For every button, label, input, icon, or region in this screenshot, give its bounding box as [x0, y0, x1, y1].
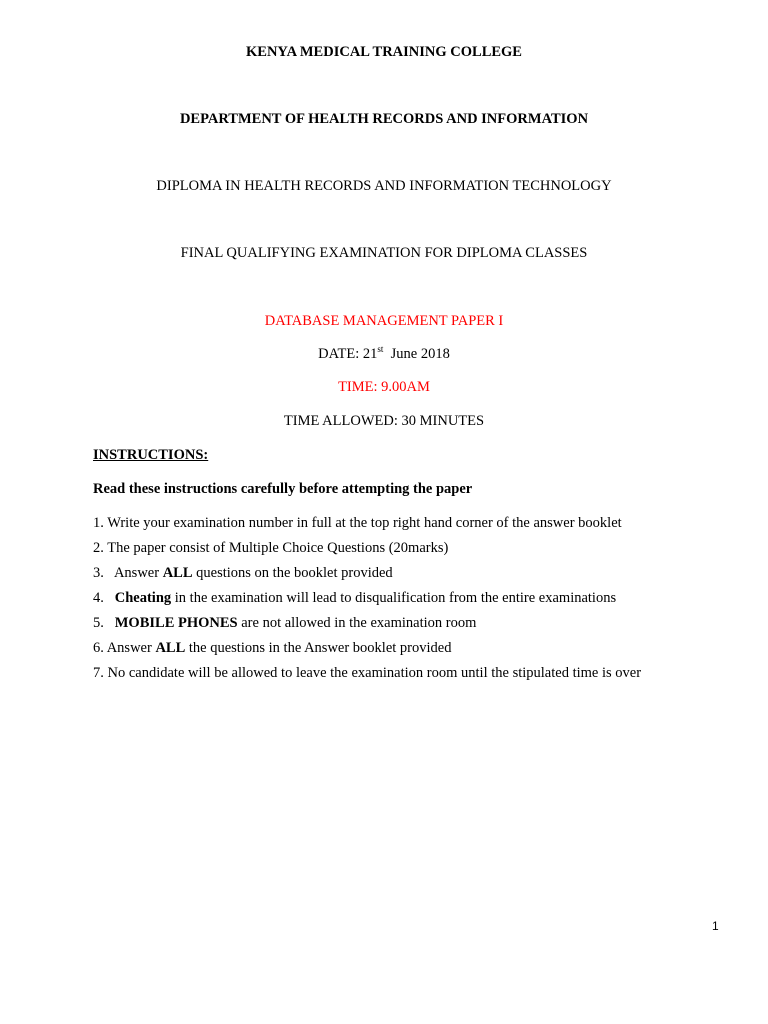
instruction-text-continued: are not allowed in the examination room: [237, 615, 477, 631]
instruction-item: [93, 539, 448, 557]
diploma-title: DIPLOMA IN HEALTH RECORDS AND INFORMATION TECHNOLOGY: [156, 178, 612, 194]
instruction-emphasis: Cheating: [114, 590, 172, 606]
instruction-number: 1.: [93, 515, 104, 531]
department-title: DEPARTMENT OF HEALTH RECORDS AND INFORMATION: [179, 111, 589, 127]
instruction-item: [93, 639, 451, 657]
instruction-text: Answer: [103, 640, 156, 656]
instruction-text: Answer: [103, 565, 163, 581]
instruction-emphasis: ALL: [155, 640, 186, 656]
page-number: 1: [712, 919, 719, 933]
instruction-item: [93, 614, 476, 632]
instruction-item: [93, 564, 393, 582]
instruction-emphasis: MOBILE PHONES: [114, 615, 238, 631]
exam-time: TIME: 9.00AM: [338, 379, 430, 395]
exam-date: [0, 345, 768, 363]
instruction-text: [104, 615, 115, 631]
instruction-text-continued: the questions in the Answer booklet provided: [185, 640, 452, 656]
instruction-number: 2.: [93, 540, 104, 556]
instruction-emphasis: ALL: [162, 565, 193, 581]
college-title: KENYA MEDICAL TRAINING COLLEGE: [246, 44, 522, 60]
instructions-intro: Read these instructions carefully before attempting the paper: [93, 481, 473, 497]
instruction-text: [104, 590, 115, 606]
exam-title: FINAL QUALIFYING EXAMINATION FOR DIPLOMA CLASSES: [180, 245, 588, 261]
instruction-item: [93, 664, 641, 682]
instruction-number: 3.: [93, 565, 104, 581]
instruction-number: 5.: [93, 615, 104, 631]
date-ordinal: st: [377, 344, 384, 354]
instruction-item: [93, 514, 622, 532]
instructions-heading: INSTRUCTIONS:: [93, 447, 209, 463]
instruction-number: 4.: [93, 590, 104, 606]
instruction-text-continued: in the examination will lead to disqualification from the entire examinations: [171, 590, 617, 606]
instruction-text: Write your examination number in full at the top right hand corner of the answer booklet: [103, 515, 622, 531]
date-suffix: June 2018: [383, 346, 450, 362]
time-allowed: TIME ALLOWED: 30 MINUTES: [283, 413, 485, 429]
instruction-number: 7.: [93, 665, 104, 681]
paper-title: DATABASE MANAGEMENT PAPER I: [264, 313, 504, 329]
instruction-text-continued: questions on the booklet provided: [192, 565, 393, 581]
date-prefix: DATE: 21: [318, 346, 378, 362]
instruction-text: No candidate will be allowed to leave the examination room until the stipulated time is over: [103, 665, 642, 681]
instruction-number: 6.: [93, 640, 104, 656]
instruction-item: [93, 589, 616, 607]
instruction-text: The paper consist of Multiple Choice Questions (20marks): [103, 540, 449, 556]
